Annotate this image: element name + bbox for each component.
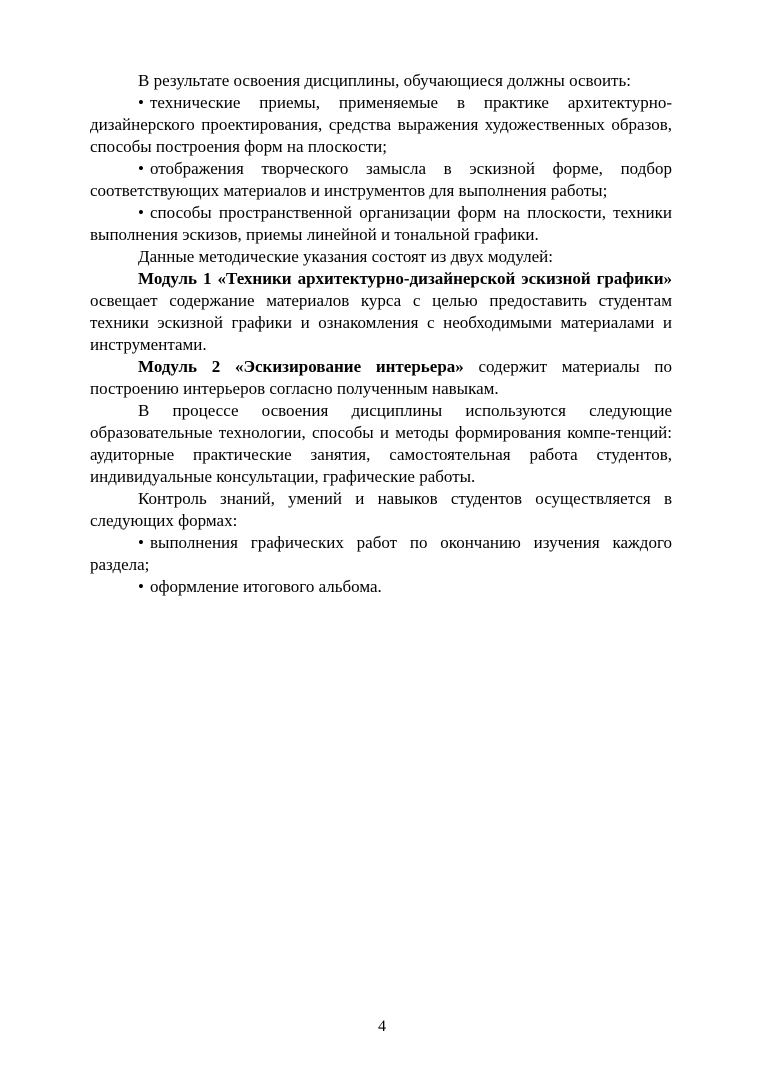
- module1-title: Модуль 1 «Техники архитектурно-дизайнерской эскизной графики»: [138, 269, 672, 288]
- outcome-bullet-text: способы пространственной организации форм на плоскости, техники выполнения эскизов, приемы линейной и тональной графики.: [90, 203, 672, 244]
- bullet-icon: [138, 202, 150, 224]
- bullet-icon: [138, 532, 150, 554]
- page-number: 4: [378, 1018, 386, 1035]
- control-bullet-text: выполнения графических работ по окончанию изучения каждого раздела;: [90, 533, 672, 574]
- control-bullet: [90, 576, 672, 598]
- outcome-bullet: [90, 158, 672, 202]
- intro-paragraph: В результате освоения дисциплины, обучающиеся должны освоить:: [138, 71, 631, 90]
- technologies-paragraph: В процессе освоения дисциплины используются следующие образовательные технологии, способы и методы формирования компе-тенций: аудиторные практические занятия, самостоятельная работа студентов, индивидуальные консультации, графические работы.: [90, 401, 672, 486]
- module2-paragraph: [90, 356, 672, 400]
- bullet-icon: [138, 576, 150, 598]
- outcome-bullet-text: отображения творческого замысла в эскизной форме, подбор соответствующих материалов и инструментов для выполнения работы;: [90, 159, 672, 200]
- modules-intro-paragraph: Данные методические указания состоят из двух модулей:: [138, 247, 553, 266]
- control-intro-paragraph: Контроль знаний, умений и навыков студентов осуществляется в следующих формах:: [90, 489, 672, 530]
- module2-description: содержит материалы по построению интерьеров согласно полученным навыкам.: [90, 357, 672, 398]
- outcome-bullet: [90, 92, 672, 158]
- bullet-icon: [138, 158, 150, 180]
- bullet-icon: [138, 92, 150, 114]
- module1-description: освещает содержание материалов курса с целью предоставить студентам техники эскизной графики и ознакомления с необходимыми материалами и инструментами.: [90, 291, 672, 354]
- module2-title: Модуль 2 «Эскизирование интерьера»: [138, 357, 464, 376]
- module1-paragraph: [90, 268, 672, 356]
- control-bullet-text: оформление итогового альбома.: [150, 577, 382, 596]
- page-body: [90, 70, 672, 598]
- outcome-bullet: [90, 202, 672, 246]
- control-bullet: [90, 532, 672, 576]
- outcome-bullet-text: технические приемы, применяемые в практике архитектурно-дизайнерского проектирования, средства выражения художественных образов, способы построения форм на плоскости;: [90, 93, 672, 156]
